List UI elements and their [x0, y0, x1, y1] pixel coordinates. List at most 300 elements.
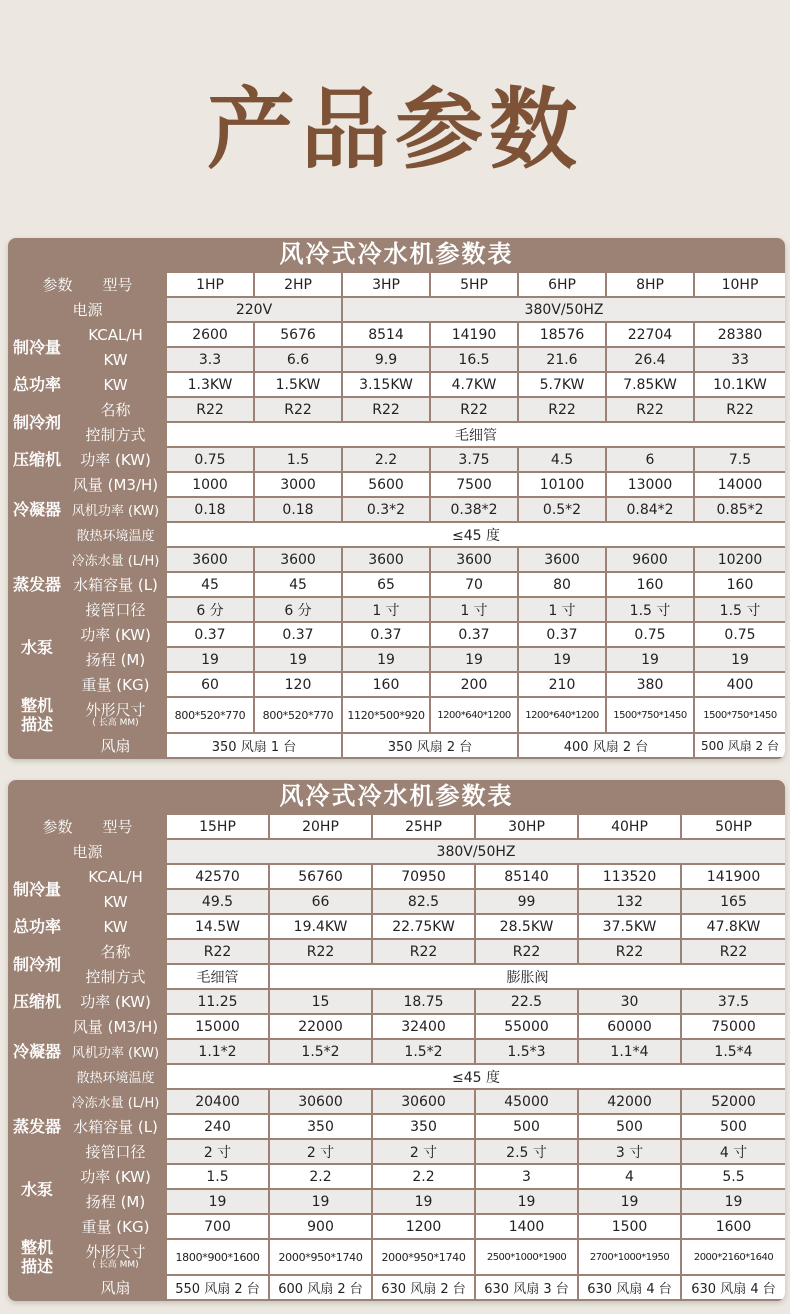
value-cell: R22 — [166, 939, 269, 964]
value-cell: 210 — [518, 672, 606, 697]
table-row — [9, 397, 785, 422]
value-cell: 7500 — [430, 472, 518, 497]
model-cell: 1HP — [166, 272, 254, 297]
table-row — [9, 472, 785, 497]
category-condenser: 冷凝器 — [9, 472, 65, 547]
value-cell: 3000 — [254, 472, 342, 497]
value-cell: 550 风扇 2 台 — [166, 1275, 269, 1300]
table-row — [9, 447, 785, 472]
value-cell: R22 — [681, 939, 785, 964]
dimensions-note: ( 长高 MM) — [92, 718, 139, 728]
power-supply-label: 电源 — [9, 839, 166, 864]
spec-table-1 — [8, 238, 785, 759]
category-cooling: 制冷量 — [9, 864, 65, 914]
model-cell: 3HP — [342, 272, 430, 297]
value-cell: ≤45 度 — [166, 1064, 785, 1089]
value-cell: 26.4 — [606, 347, 694, 372]
value-cell: 56760 — [269, 864, 372, 889]
value-cell: 0.37 — [254, 622, 342, 647]
value-cell: R22 — [166, 397, 254, 422]
value-cell: 2.2 — [269, 1164, 372, 1189]
row-label: 功率 (KW) — [65, 622, 166, 647]
value-cell: 10100 — [518, 472, 606, 497]
value-cell: 9600 — [606, 547, 694, 572]
value-cell: 45000 — [475, 1089, 578, 1114]
value-cell: 2.2 — [372, 1164, 475, 1189]
value-cell: 4 寸 — [681, 1139, 785, 1164]
row-label: KCAL/H — [65, 322, 166, 347]
value-cell: 1.1*4 — [578, 1039, 681, 1064]
value-cell: 6 — [606, 447, 694, 472]
value-cell: 1200*640*1200 — [518, 697, 606, 733]
category-compressor: 压缩机 — [9, 447, 65, 472]
value-cell: 9.9 — [342, 347, 430, 372]
category-unit-label: 整机描述 — [20, 696, 53, 734]
value-cell: 0.37 — [166, 622, 254, 647]
value-cell: 14.5W — [166, 914, 269, 939]
value-cell: 49.5 — [166, 889, 269, 914]
row-label: 风扇 — [65, 733, 166, 758]
table-row — [9, 1239, 785, 1275]
value-cell: 3600 — [254, 547, 342, 572]
value-cell: 2 寸 — [372, 1139, 475, 1164]
value-cell: 28380 — [694, 322, 785, 347]
value-cell: 82.5 — [372, 889, 475, 914]
row-label: 风量 (M3/H) — [65, 1014, 166, 1039]
value-cell: 1.5 寸 — [606, 597, 694, 622]
row-label: 风量 (M3/H) — [65, 472, 166, 497]
category-compressor: 压缩机 — [9, 989, 65, 1014]
row-label-dimensions — [65, 697, 166, 733]
value-cell: 380 — [606, 672, 694, 697]
row-label: 功率 (KW) — [65, 1164, 166, 1189]
row-label: 名称 — [65, 397, 166, 422]
value-cell: 19 — [475, 1189, 578, 1214]
value-cell: R22 — [518, 397, 606, 422]
row-label: KW — [65, 914, 166, 939]
value-cell: 85140 — [475, 864, 578, 889]
category-refrigerant: 制冷剂 — [9, 397, 65, 447]
value-cell: 0.38*2 — [430, 497, 518, 522]
value-cell: R22 — [269, 939, 372, 964]
value-cell: 1.5 寸 — [694, 597, 785, 622]
value-cell: 60000 — [578, 1014, 681, 1039]
table-row — [9, 647, 785, 672]
value-cell: 75000 — [681, 1014, 785, 1039]
value-cell: 120 — [254, 672, 342, 697]
value-cell: 1.5 — [166, 1164, 269, 1189]
value-cell: 18576 — [518, 322, 606, 347]
value-cell: 2000*2160*1640 — [681, 1239, 785, 1275]
value-cell: R22 — [578, 939, 681, 964]
table-row — [9, 547, 785, 572]
table-row — [9, 814, 785, 839]
value-cell: 700 — [166, 1214, 269, 1239]
value-cell: 70950 — [372, 864, 475, 889]
power-supply-label: 电源 — [9, 297, 166, 322]
category-unit — [9, 1214, 65, 1300]
model-cell: 8HP — [606, 272, 694, 297]
row-label: 散热环境温度 — [65, 1064, 166, 1089]
value-cell: 1200 — [372, 1214, 475, 1239]
value-cell: 160 — [694, 572, 785, 597]
value-cell: R22 — [372, 939, 475, 964]
row-label: KW — [65, 889, 166, 914]
value-cell: 30 — [578, 989, 681, 1014]
value-cell: 4 — [578, 1164, 681, 1189]
value-cell: 2 寸 — [269, 1139, 372, 1164]
power-supply-value: 380V/50HZ — [342, 297, 785, 322]
row-label: 冷冻水量 (L/H) — [65, 1089, 166, 1114]
value-cell: 19 — [518, 647, 606, 672]
row-label: 控制方式 — [65, 422, 166, 447]
value-cell: 0.37 — [430, 622, 518, 647]
value-cell: 2000*950*1740 — [372, 1239, 475, 1275]
value-cell: 55000 — [475, 1014, 578, 1039]
value-cell: 1200*640*1200 — [430, 697, 518, 733]
model-cell: 5HP — [430, 272, 518, 297]
category-total-power: 总功率 — [9, 372, 65, 397]
value-cell: 1600 — [681, 1214, 785, 1239]
value-cell: 32400 — [372, 1014, 475, 1039]
value-cell: 7.85KW — [606, 372, 694, 397]
value-cell: 0.37 — [342, 622, 430, 647]
value-cell: 6.6 — [254, 347, 342, 372]
row-label: KW — [65, 347, 166, 372]
table-row — [9, 989, 785, 1014]
value-cell: 19 — [372, 1189, 475, 1214]
value-cell: 1500*750*1450 — [606, 697, 694, 733]
value-cell: 630 风扇 4 台 — [681, 1275, 785, 1300]
value-cell: 16.5 — [430, 347, 518, 372]
value-cell: 630 风扇 3 台 — [475, 1275, 578, 1300]
value-cell: 10200 — [694, 547, 785, 572]
spec-grid — [8, 271, 785, 759]
category-cooling: 制冷量 — [9, 322, 65, 372]
row-label: 扬程 (M) — [65, 647, 166, 672]
value-cell: 19 — [694, 647, 785, 672]
table-row — [9, 839, 785, 864]
dimensions-label: 外形尺寸 — [85, 1243, 146, 1261]
category-evaporator: 蒸发器 — [9, 1089, 65, 1164]
value-cell: 2000*950*1740 — [269, 1239, 372, 1275]
value-cell: 1500*750*1450 — [694, 697, 785, 733]
value-cell: 132 — [578, 889, 681, 914]
row-label: 重量 (KG) — [65, 1214, 166, 1239]
value-cell: 0.3*2 — [342, 497, 430, 522]
table-row — [9, 422, 785, 447]
value-cell: 200 — [430, 672, 518, 697]
value-cell: 47.8KW — [681, 914, 785, 939]
table-row — [9, 322, 785, 347]
row-label: 功率 (KW) — [65, 989, 166, 1014]
dimensions-label: 外形尺寸 — [85, 701, 146, 719]
value-cell: 0.37 — [518, 622, 606, 647]
value-cell: 0.75 — [166, 447, 254, 472]
value-cell: 500 — [475, 1114, 578, 1139]
value-cell: 42570 — [166, 864, 269, 889]
value-cell: 1.5*2 — [372, 1039, 475, 1064]
value-cell: 3600 — [342, 547, 430, 572]
value-cell: 1400 — [475, 1214, 578, 1239]
table-row — [9, 1039, 785, 1064]
category-refrigerant: 制冷剂 — [9, 939, 65, 989]
row-label: 水箱容量 (L) — [65, 1114, 166, 1139]
value-cell: 19 — [681, 1189, 785, 1214]
value-cell: 2 寸 — [166, 1139, 269, 1164]
value-cell: 80 — [518, 572, 606, 597]
page-title: 产品参数 — [206, 78, 583, 181]
value-cell: 500 风扇 2 台 — [694, 733, 785, 758]
row-label: KCAL/H — [65, 864, 166, 889]
spec-grid — [8, 813, 785, 1301]
value-cell: 14000 — [694, 472, 785, 497]
value-cell: R22 — [430, 397, 518, 422]
value-cell: 11.25 — [166, 989, 269, 1014]
value-cell: 22.5 — [475, 989, 578, 1014]
value-cell: 37.5 — [681, 989, 785, 1014]
value-cell: 1.5*3 — [475, 1039, 578, 1064]
row-label: 控制方式 — [65, 964, 166, 989]
table-row — [9, 1139, 785, 1164]
power-supply-value: 380V/50HZ — [166, 839, 785, 864]
table-row — [9, 622, 785, 647]
dimensions-note: ( 长高 MM) — [92, 1260, 139, 1270]
value-cell: 30600 — [269, 1089, 372, 1114]
value-cell: 900 — [269, 1214, 372, 1239]
value-cell: 19 — [254, 647, 342, 672]
value-cell: 160 — [606, 572, 694, 597]
value-cell: 630 风扇 4 台 — [578, 1275, 681, 1300]
value-cell: 70 — [430, 572, 518, 597]
value-cell: 240 — [166, 1114, 269, 1139]
value-cell: 65 — [342, 572, 430, 597]
table-row — [9, 1189, 785, 1214]
table-row — [9, 1064, 785, 1089]
value-cell: 14190 — [430, 322, 518, 347]
category-unit-label: 整机描述 — [20, 1238, 53, 1276]
row-label: 名称 — [65, 939, 166, 964]
table-row — [9, 1275, 785, 1300]
value-cell: 22000 — [269, 1014, 372, 1039]
table-row — [9, 939, 785, 964]
value-cell: 1000 — [166, 472, 254, 497]
value-cell: 400 风扇 2 台 — [518, 733, 694, 758]
value-cell: R22 — [254, 397, 342, 422]
value-cell: 1500 — [578, 1214, 681, 1239]
value-cell: 0.18 — [254, 497, 342, 522]
value-cell: 1.5*4 — [681, 1039, 785, 1064]
category-unit — [9, 672, 65, 758]
value-cell: 1.5*2 — [269, 1039, 372, 1064]
table-row — [9, 864, 785, 889]
value-cell: 60 — [166, 672, 254, 697]
value-cell: 350 — [269, 1114, 372, 1139]
row-label: 散热环境温度 — [65, 522, 166, 547]
value-cell: 350 风扇 1 台 — [166, 733, 342, 758]
value-cell: 2500*1000*1900 — [475, 1239, 578, 1275]
value-cell: 5.5 — [681, 1164, 785, 1189]
value-cell: 1.3KW — [166, 372, 254, 397]
table-row — [9, 497, 785, 522]
param-model-label: 参数 型号 — [9, 814, 166, 839]
model-cell: 15HP — [166, 814, 269, 839]
spec-table-2 — [8, 780, 785, 1301]
table-header: 风冷式冷水机参数表 — [279, 240, 514, 268]
value-cell: 20400 — [166, 1089, 269, 1114]
row-label: 风机功率 (KW) — [65, 497, 166, 522]
value-cell: 0.84*2 — [606, 497, 694, 522]
table-row — [9, 964, 785, 989]
value-cell: 21.6 — [518, 347, 606, 372]
table-row — [9, 347, 785, 372]
category-pump: 水泵 — [9, 1164, 65, 1214]
value-cell: 52000 — [681, 1089, 785, 1114]
table-row — [9, 1014, 785, 1039]
value-cell: 18.75 — [372, 989, 475, 1014]
table-row — [9, 372, 785, 397]
row-label: 水箱容量 (L) — [65, 572, 166, 597]
value-cell: 165 — [681, 889, 785, 914]
value-cell: 500 — [578, 1114, 681, 1139]
value-cell: 28.5KW — [475, 914, 578, 939]
table-row — [9, 272, 785, 297]
table-header: 风冷式冷水机参数表 — [279, 782, 514, 810]
value-cell: 99 — [475, 889, 578, 914]
value-cell: 45 — [166, 572, 254, 597]
value-cell: 45 — [254, 572, 342, 597]
value-cell: 3 — [475, 1164, 578, 1189]
value-cell: 3.15KW — [342, 372, 430, 397]
value-cell: ≤45 度 — [166, 522, 785, 547]
value-cell: 1 寸 — [342, 597, 430, 622]
value-cell: 350 风扇 2 台 — [342, 733, 518, 758]
table-row — [9, 597, 785, 622]
table-row — [9, 889, 785, 914]
value-cell: 19 — [166, 1189, 269, 1214]
value-cell: 1800*900*1600 — [166, 1239, 269, 1275]
table-row — [9, 1114, 785, 1139]
model-cell: 20HP — [269, 814, 372, 839]
value-cell: 19.4KW — [269, 914, 372, 939]
value-cell: 15 — [269, 989, 372, 1014]
row-label: 风扇 — [65, 1275, 166, 1300]
model-cell: 40HP — [578, 814, 681, 839]
value-cell: 160 — [342, 672, 430, 697]
row-label: 风机功率 (KW) — [65, 1039, 166, 1064]
value-cell: 22.75KW — [372, 914, 475, 939]
row-label: 功率 (KW) — [65, 447, 166, 472]
value-cell: 0.18 — [166, 497, 254, 522]
value-cell: R22 — [342, 397, 430, 422]
value-cell: 3 寸 — [578, 1139, 681, 1164]
value-cell: 400 — [694, 672, 785, 697]
value-cell: 42000 — [578, 1089, 681, 1114]
value-cell: 4.5 — [518, 447, 606, 472]
power-supply-value: 220V — [166, 297, 342, 322]
model-cell: 2HP — [254, 272, 342, 297]
table-row — [9, 1164, 785, 1189]
value-cell: 5676 — [254, 322, 342, 347]
value-cell: 3600 — [166, 547, 254, 572]
table-row — [9, 914, 785, 939]
value-cell: 13000 — [606, 472, 694, 497]
value-cell: 630 风扇 2 台 — [372, 1275, 475, 1300]
value-cell: 毛细管 — [166, 422, 785, 447]
value-cell: 0.75 — [694, 622, 785, 647]
value-cell: 1 寸 — [518, 597, 606, 622]
value-cell: 22704 — [606, 322, 694, 347]
value-cell: 800*520*770 — [166, 697, 254, 733]
value-cell: 19 — [269, 1189, 372, 1214]
value-cell: 10.1KW — [694, 372, 785, 397]
category-total-power: 总功率 — [9, 914, 65, 939]
value-cell: 2.5 寸 — [475, 1139, 578, 1164]
value-cell: 3.3 — [166, 347, 254, 372]
value-cell: 1 寸 — [430, 597, 518, 622]
value-cell: R22 — [694, 397, 785, 422]
value-cell: 2700*1000*1950 — [578, 1239, 681, 1275]
value-cell: 2.2 — [342, 447, 430, 472]
model-cell: 10HP — [694, 272, 785, 297]
value-cell: 6 分 — [254, 597, 342, 622]
value-cell: 2600 — [166, 322, 254, 347]
value-cell: 19 — [342, 647, 430, 672]
table-row — [9, 572, 785, 597]
value-cell: 5600 — [342, 472, 430, 497]
row-label: 冷冻水量 (L/H) — [65, 547, 166, 572]
value-cell: 1120*500*920 — [342, 697, 430, 733]
category-evaporator: 蒸发器 — [9, 547, 65, 622]
value-cell: 0.5*2 — [518, 497, 606, 522]
model-cell: 50HP — [681, 814, 785, 839]
row-label: 接管口径 — [65, 1139, 166, 1164]
value-cell: 1.5 — [254, 447, 342, 472]
table-row — [9, 697, 785, 733]
table-row — [9, 1089, 785, 1114]
model-cell: 6HP — [518, 272, 606, 297]
category-condenser: 冷凝器 — [9, 1014, 65, 1089]
value-cell: 141900 — [681, 864, 785, 889]
value-cell: 0.75 — [606, 622, 694, 647]
value-cell: 3600 — [518, 547, 606, 572]
value-cell: 膨胀阀 — [269, 964, 785, 989]
value-cell: 19 — [606, 647, 694, 672]
value-cell: R22 — [606, 397, 694, 422]
value-cell: R22 — [475, 939, 578, 964]
value-cell: 800*520*770 — [254, 697, 342, 733]
table-row — [9, 733, 785, 758]
row-label: 重量 (KG) — [65, 672, 166, 697]
model-cell: 25HP — [372, 814, 475, 839]
value-cell: 毛细管 — [166, 964, 269, 989]
value-cell: 3.75 — [430, 447, 518, 472]
param-model-label: 参数 型号 — [9, 272, 166, 297]
value-cell: 600 风扇 2 台 — [269, 1275, 372, 1300]
value-cell: 1.5KW — [254, 372, 342, 397]
value-cell: 19 — [166, 647, 254, 672]
value-cell: 7.5 — [694, 447, 785, 472]
row-label: 接管口径 — [65, 597, 166, 622]
value-cell: 66 — [269, 889, 372, 914]
value-cell: 0.85*2 — [694, 497, 785, 522]
table-row — [9, 672, 785, 697]
table-row — [9, 297, 785, 322]
value-cell: 37.5KW — [578, 914, 681, 939]
row-label-dimensions — [65, 1239, 166, 1275]
value-cell: 30600 — [372, 1089, 475, 1114]
value-cell: 15000 — [166, 1014, 269, 1039]
